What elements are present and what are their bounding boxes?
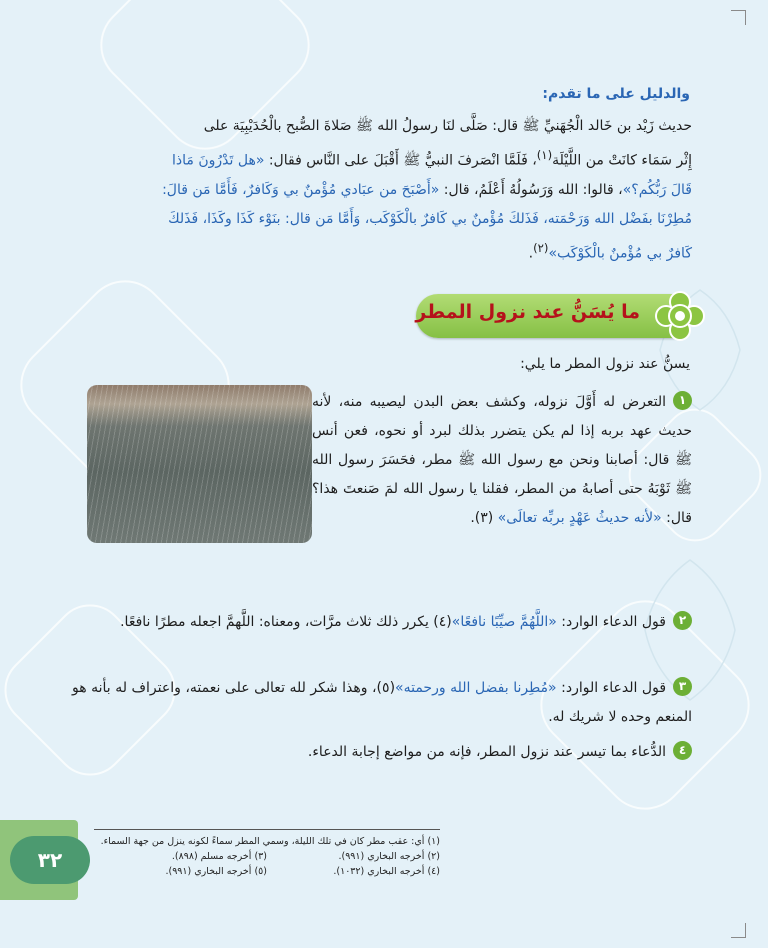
item-number-badge: ٤ (673, 741, 692, 760)
list-item: ٣قول الدعاء الوارد: «مُطِرنا بفضل الله ورحمته»(٥)، وهذا شكر لله تعالى على نعمته، واعتراف له بأنه هو المنعم وحده لا شريك له. (72, 679, 692, 725)
hadith-paragraph (72, 112, 692, 268)
quote-text: مُطِرْنَا بفَضْل الله وَرَحْمَته، فَذَلكَ مُؤْمنٌ بي كَافرٌ بالْكَوْكَب، وَأَمَّا مَن قال: بنَوْء كَذَا وكَذَا، فَذَلكَ (168, 210, 692, 227)
footnote-row: (١) أي: عقب مطر كان في تلك الليلة، وسمي المطر سماءً لكونه ينزل من جهة السماء. (100, 836, 440, 847)
quote-text: كَافرٌ بي مُؤْمنٌ بالْكَوْكَب» (548, 245, 692, 262)
hadith-line: قَالَ رَبُّكُم؟»، قالوا: الله وَرَسُولُهُ أَعْلَمُ، قال: «أَصْبَحَ من عبَادي مُؤْمنٌ بي وَكَافرٌ، فَأَمَّا مَن قالَ: (162, 181, 692, 198)
list-item: ٤الدُّعاء بما تيسر عند نزول المطر، فإنه من مواضع إجابة الدعاء. (72, 738, 692, 767)
hadith-line: كَافرٌ بي مُؤْمنٌ بالْكَوْكَب»$^{(٢)}$. (528, 240, 692, 262)
intro-text: يسنُّ عند نزول المطر ما يلي: (520, 356, 690, 372)
list-item: ٢قول الدعاء الوارد: «اللَّهُمَّ صيِّبًا نافعًا»(٤) يكرر ذلك ثلاث مرَّات، ومعناه: اللَّهمَّ اجعله مطرًا نافعًا. (72, 608, 692, 637)
quote-text: قَالَ رَبُّكُم؟» (622, 181, 692, 198)
footnote-ref: (٢) (533, 240, 549, 255)
footnote-row: (٤) أخرجه البخاري (١٠٣٢). (٥) أخرجه البخاري (٩٩١). (165, 866, 440, 877)
list-item: ١التعرض له أَوَّلَ نزوله، وكشف بعض البدن ليصيبه منه، لأنه حديث عهد بربه إذا لم يكن يتضرر بذلك لبرد أو نحوه، فعن أنس ﷺ قال: أصابنا ونحن مع رسول الله ﷺ مطر، فحَسَرَ رسول الله ﷺ ثَوْبَهُ حتى أصابهُ من المطر، فقلنا يا رسول الله لمَ صَنعتَ هذا؟ قال: «لأنه حديثُ عَهْدٍ بربِّه تعالَى» (٣). (312, 393, 692, 526)
item-number-badge: ٢ (673, 611, 692, 630)
quote-text: «أَصْبَحَ من عبَادي مُؤْمنٌ بي وَكَافرٌ، فَأَمَّا مَن قالَ: (162, 181, 440, 198)
footnote-ref: (١) (536, 148, 553, 162)
hadith-line (72, 205, 692, 234)
hadith-line: إِثْر سَمَاء كانَتْ من اللَّيْلَة$^{(١)}$، فَلَمَّا انْصَرفَ النبيُّ ﷺ أَقْبَلَ على النَّاس فقال: «هل تَدْرُونَ مَاذا (172, 148, 692, 169)
item-number-badge: ١ (673, 391, 692, 410)
page-number: ٣٢ (10, 836, 90, 884)
section-banner (416, 294, 684, 338)
evidence-heading: والدليل على ما تقدم: (542, 86, 690, 102)
footnotes (94, 834, 440, 879)
crop-mark (731, 10, 746, 25)
hadith-line: حديث زَيْد بن خَالد الْجُهَنيِّ ﷺ قال: صَلَّى لنَا رسولُ الله ﷺ صَلاةَ الصُّبح بالْحُدَيْبِيَة على (203, 118, 692, 134)
section-title: ما يُسَنُّ عند نزول المطر (415, 301, 640, 323)
item-number-badge: ٣ (673, 677, 692, 696)
footnote-row: (٢) أخرجه البخاري (٩٩١). (٣) أخرجه مسلم (٨٩٨). (171, 851, 440, 862)
quote-text: «مُطِرنا بفضل الله ورحمته» (395, 680, 557, 696)
quote-text: «اللَّهُمَّ صيِّبًا نافعًا» (451, 614, 557, 630)
quote-text: «لأنه حديثُ عَهْدٍ بربِّه تعالَى» (497, 510, 662, 526)
footnote-divider (94, 829, 440, 830)
rain-texture (87, 385, 312, 543)
flower-icon (654, 290, 706, 342)
quote-text: «هل تَدْرُونَ مَاذا (172, 152, 265, 169)
crop-mark (731, 923, 746, 938)
rain-photo (87, 385, 312, 543)
